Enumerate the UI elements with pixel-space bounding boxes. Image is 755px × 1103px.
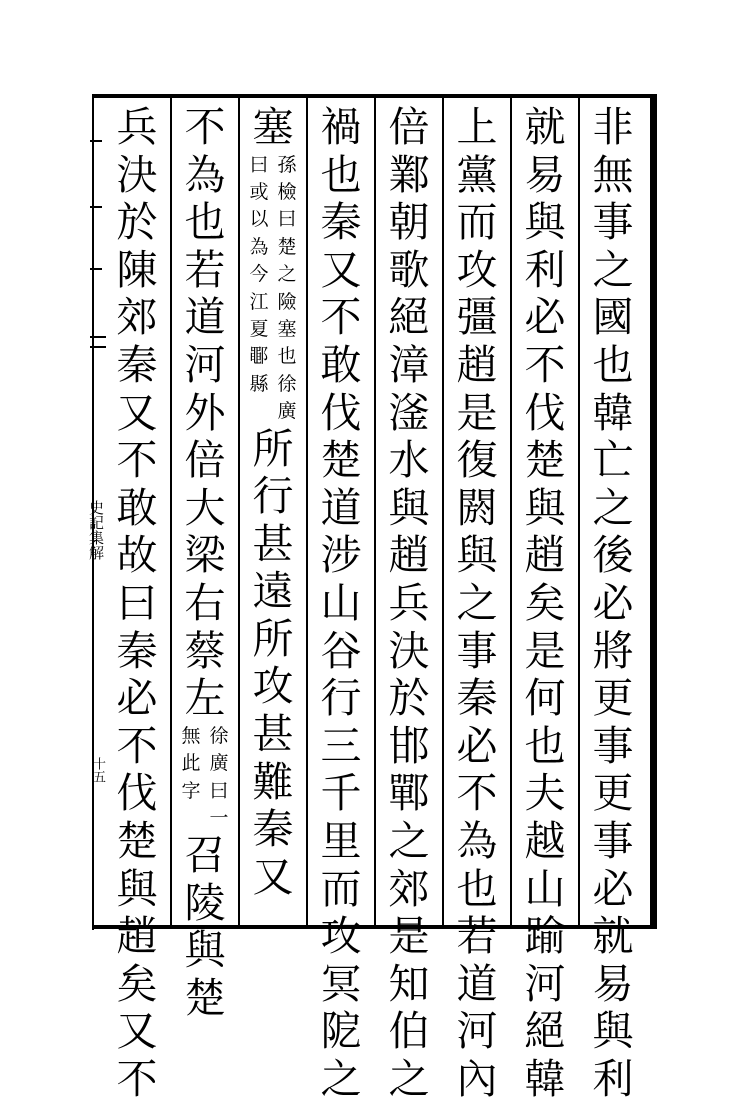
main-character: 更 <box>592 769 634 818</box>
main-character: 必 <box>456 721 498 770</box>
main-character: 之 <box>456 578 498 627</box>
main-character: 三 <box>320 721 362 770</box>
main-character: 決 <box>116 150 158 199</box>
note-character: 之 <box>277 263 297 286</box>
main-character: 亡 <box>592 436 634 485</box>
main-character: 又 <box>320 245 362 294</box>
main-character: 必 <box>116 674 158 723</box>
note-character: 曰 <box>277 208 297 231</box>
main-character: 山 <box>524 864 566 913</box>
main-character: 又 <box>252 852 294 901</box>
main-character: 行 <box>252 472 294 521</box>
main-character: 易 <box>524 150 566 199</box>
note-character: 廣 <box>277 400 297 423</box>
margin-tick <box>90 206 102 208</box>
main-character: 兵 <box>388 578 430 627</box>
main-character: 必 <box>592 864 634 913</box>
text-column <box>110 104 164 1103</box>
main-character: 於 <box>116 198 158 247</box>
main-character: 於 <box>388 674 430 723</box>
main-character: 敢 <box>320 340 362 389</box>
main-character: 攻 <box>252 662 294 711</box>
main-character: 秦 <box>456 674 498 723</box>
main-character: 涉 <box>320 531 362 580</box>
main-character: 右 <box>184 578 226 627</box>
main-character: 陳 <box>116 245 158 294</box>
commentary-note <box>246 152 300 426</box>
main-character: 矣 <box>116 959 158 1008</box>
note-character: 為 <box>249 235 269 258</box>
main-character: 鄴 <box>388 150 430 199</box>
column-rule <box>170 96 172 927</box>
note-character: 或 <box>249 180 269 203</box>
main-character: 越 <box>524 816 566 865</box>
main-character: 兵 <box>116 103 158 151</box>
main-character: 韓 <box>592 388 634 437</box>
main-character: 必 <box>592 578 634 627</box>
text-column <box>586 104 640 1103</box>
main-character: 朝 <box>388 198 430 247</box>
main-character: 左 <box>184 674 226 723</box>
main-character: 不 <box>524 340 566 389</box>
commentary-note <box>178 723 232 833</box>
main-character: 趙 <box>456 340 498 389</box>
note-character: 孫 <box>277 153 297 176</box>
main-character: 漳 <box>388 340 430 389</box>
margin-tick <box>90 268 102 270</box>
main-character: 必 <box>524 293 566 342</box>
text-column <box>246 104 300 901</box>
commentary-note-right-line <box>208 723 230 833</box>
main-character: 楚 <box>184 974 226 1023</box>
main-character: 利 <box>592 1054 634 1103</box>
main-character: 絕 <box>524 1007 566 1056</box>
main-character: 也 <box>592 340 634 389</box>
main-character: 故 <box>116 531 158 580</box>
main-character: 趙 <box>524 531 566 580</box>
note-character: 楚 <box>277 235 297 258</box>
main-character: 蔡 <box>184 626 226 675</box>
main-character: 矣 <box>524 578 566 627</box>
main-character: 利 <box>524 245 566 294</box>
main-character: 秦 <box>116 626 158 675</box>
main-character: 何 <box>524 674 566 723</box>
main-character: 難 <box>252 757 294 806</box>
main-character: 是 <box>388 912 430 961</box>
fishtail-mark <box>90 336 106 356</box>
main-character: 谷 <box>320 626 362 675</box>
column-rule <box>510 96 512 927</box>
main-character: 禍 <box>320 103 362 151</box>
main-character: 也 <box>184 198 226 247</box>
main-character: 之 <box>592 483 634 532</box>
main-character: 更 <box>592 674 634 723</box>
main-character: 決 <box>388 626 430 675</box>
main-character: 召 <box>184 831 226 880</box>
main-character: 為 <box>184 150 226 199</box>
main-character: 而 <box>320 864 362 913</box>
main-character: 國 <box>592 293 634 342</box>
main-character: 大 <box>184 483 226 532</box>
column-rule <box>442 96 444 927</box>
note-character: 也 <box>277 345 297 368</box>
main-character: 若 <box>456 912 498 961</box>
main-character: 非 <box>592 103 634 151</box>
note-character: 江 <box>249 290 269 313</box>
main-character: 千 <box>320 769 362 818</box>
main-character: 是 <box>524 626 566 675</box>
folio-number: 十五 <box>90 757 105 783</box>
note-character: 以 <box>249 208 269 231</box>
main-character: 之 <box>320 1054 362 1103</box>
main-character: 韓 <box>524 1054 566 1103</box>
main-character: 黨 <box>456 150 498 199</box>
main-character: 事 <box>456 626 498 675</box>
main-character: 也 <box>524 721 566 770</box>
note-character: 一 <box>209 806 229 829</box>
main-character: 倍 <box>388 103 430 151</box>
main-character: 甚 <box>252 519 294 568</box>
note-character: 曰 <box>209 779 229 802</box>
main-character: 之 <box>388 816 430 865</box>
main-character: 絕 <box>388 293 430 342</box>
main-character: 河 <box>184 340 226 389</box>
main-character: 塞 <box>252 103 294 151</box>
main-character: 郊 <box>116 293 158 342</box>
main-character: 與 <box>388 483 430 532</box>
note-character: 無 <box>181 724 201 747</box>
note-character: 字 <box>181 779 201 802</box>
main-character: 行 <box>320 674 362 723</box>
main-character: 不 <box>456 769 498 818</box>
note-character: 塞 <box>277 317 297 340</box>
main-character: 上 <box>456 103 498 151</box>
main-character: 道 <box>456 959 498 1008</box>
main-character: 不 <box>320 293 362 342</box>
main-character: 里 <box>320 816 362 865</box>
text-column <box>450 104 504 1103</box>
main-character: 不 <box>116 721 158 770</box>
main-character: 敢 <box>116 483 158 532</box>
main-character: 秦 <box>116 340 158 389</box>
main-character: 之 <box>592 245 634 294</box>
column-rule <box>374 96 376 927</box>
main-character: 後 <box>592 531 634 580</box>
main-character: 夫 <box>524 769 566 818</box>
text-column <box>382 104 436 1103</box>
main-character: 不 <box>184 103 226 151</box>
main-character: 伐 <box>524 388 566 437</box>
main-character: 外 <box>184 388 226 437</box>
main-character: 遠 <box>252 567 294 616</box>
note-character: 鄳 <box>249 345 269 368</box>
main-character: 邯 <box>388 721 430 770</box>
note-character: 徐 <box>277 372 297 395</box>
main-character: 道 <box>320 483 362 532</box>
note-character: 此 <box>181 752 201 775</box>
main-character: 伯 <box>388 1007 430 1056</box>
main-character: 將 <box>592 626 634 675</box>
main-character: 之 <box>388 1054 430 1103</box>
main-character: 趙 <box>116 912 158 961</box>
main-character: 伐 <box>320 388 362 437</box>
note-character: 檢 <box>277 180 297 203</box>
main-character: 河 <box>456 1007 498 1056</box>
main-character: 歌 <box>388 245 430 294</box>
main-character: 彊 <box>456 293 498 342</box>
main-character: 與 <box>456 531 498 580</box>
main-character: 山 <box>320 578 362 627</box>
main-character: 為 <box>456 816 498 865</box>
note-character: 曰 <box>249 153 269 176</box>
main-character: 又 <box>116 388 158 437</box>
main-character: 秦 <box>320 198 362 247</box>
main-character: 滏 <box>388 388 430 437</box>
main-character: 知 <box>388 959 430 1008</box>
main-character: 攻 <box>320 912 362 961</box>
main-character: 也 <box>456 864 498 913</box>
main-character: 閼 <box>456 483 498 532</box>
main-character: 又 <box>116 1007 158 1056</box>
commentary-note-left-line <box>180 723 202 833</box>
main-character: 事 <box>592 816 634 865</box>
column-rule <box>578 96 580 927</box>
main-character: 就 <box>524 103 566 151</box>
main-character: 楚 <box>524 436 566 485</box>
margin-tick <box>90 140 102 142</box>
main-character: 伐 <box>116 769 158 818</box>
main-character: 而 <box>456 198 498 247</box>
main-character: 事 <box>592 198 634 247</box>
main-character: 是 <box>456 388 498 437</box>
main-character: 曰 <box>116 578 158 627</box>
main-character: 不 <box>116 1054 158 1103</box>
main-character: 趙 <box>388 531 430 580</box>
main-character: 與 <box>184 926 226 975</box>
main-character: 陵 <box>184 878 226 927</box>
main-character: 秦 <box>252 805 294 854</box>
main-character: 楚 <box>320 436 362 485</box>
main-character: 無 <box>592 150 634 199</box>
commentary-note-right-line <box>276 152 298 426</box>
note-character: 廣 <box>209 752 229 775</box>
note-character: 徐 <box>209 724 229 747</box>
main-character: 鄲 <box>388 769 430 818</box>
main-character: 倍 <box>184 436 226 485</box>
main-character: 就 <box>592 912 634 961</box>
main-character: 道 <box>184 293 226 342</box>
commentary-note-left-line <box>248 152 270 426</box>
main-character: 楚 <box>116 816 158 865</box>
main-character: 與 <box>524 483 566 532</box>
main-character: 冥 <box>320 959 362 1008</box>
spine-title: 史記集解 <box>87 500 105 560</box>
main-character: 與 <box>116 864 158 913</box>
main-character: 易 <box>592 959 634 1008</box>
main-character: 郊 <box>388 864 430 913</box>
frame-right-border <box>650 96 657 928</box>
main-character: 事 <box>592 721 634 770</box>
text-column <box>314 104 368 1103</box>
main-character: 甚 <box>252 710 294 759</box>
main-character: 內 <box>456 1054 498 1103</box>
main-character: 攻 <box>456 245 498 294</box>
main-character: 若 <box>184 245 226 294</box>
main-character: 水 <box>388 436 430 485</box>
main-character: 踰 <box>524 912 566 961</box>
text-column <box>518 104 572 1103</box>
main-character: 與 <box>524 198 566 247</box>
main-character: 不 <box>116 436 158 485</box>
main-character: 所 <box>252 614 294 663</box>
note-character: 險 <box>277 290 297 313</box>
main-character: 也 <box>320 150 362 199</box>
main-character: 梁 <box>184 531 226 580</box>
note-character: 縣 <box>249 372 269 395</box>
note-character: 夏 <box>249 317 269 340</box>
column-rule <box>238 96 240 927</box>
text-column <box>178 104 232 1023</box>
main-character: 所 <box>252 424 294 473</box>
note-character: 今 <box>249 263 269 286</box>
column-rule <box>306 96 308 927</box>
main-character: 復 <box>456 436 498 485</box>
main-character: 阸 <box>320 1007 362 1056</box>
main-character: 河 <box>524 959 566 1008</box>
main-character: 與 <box>592 1007 634 1056</box>
